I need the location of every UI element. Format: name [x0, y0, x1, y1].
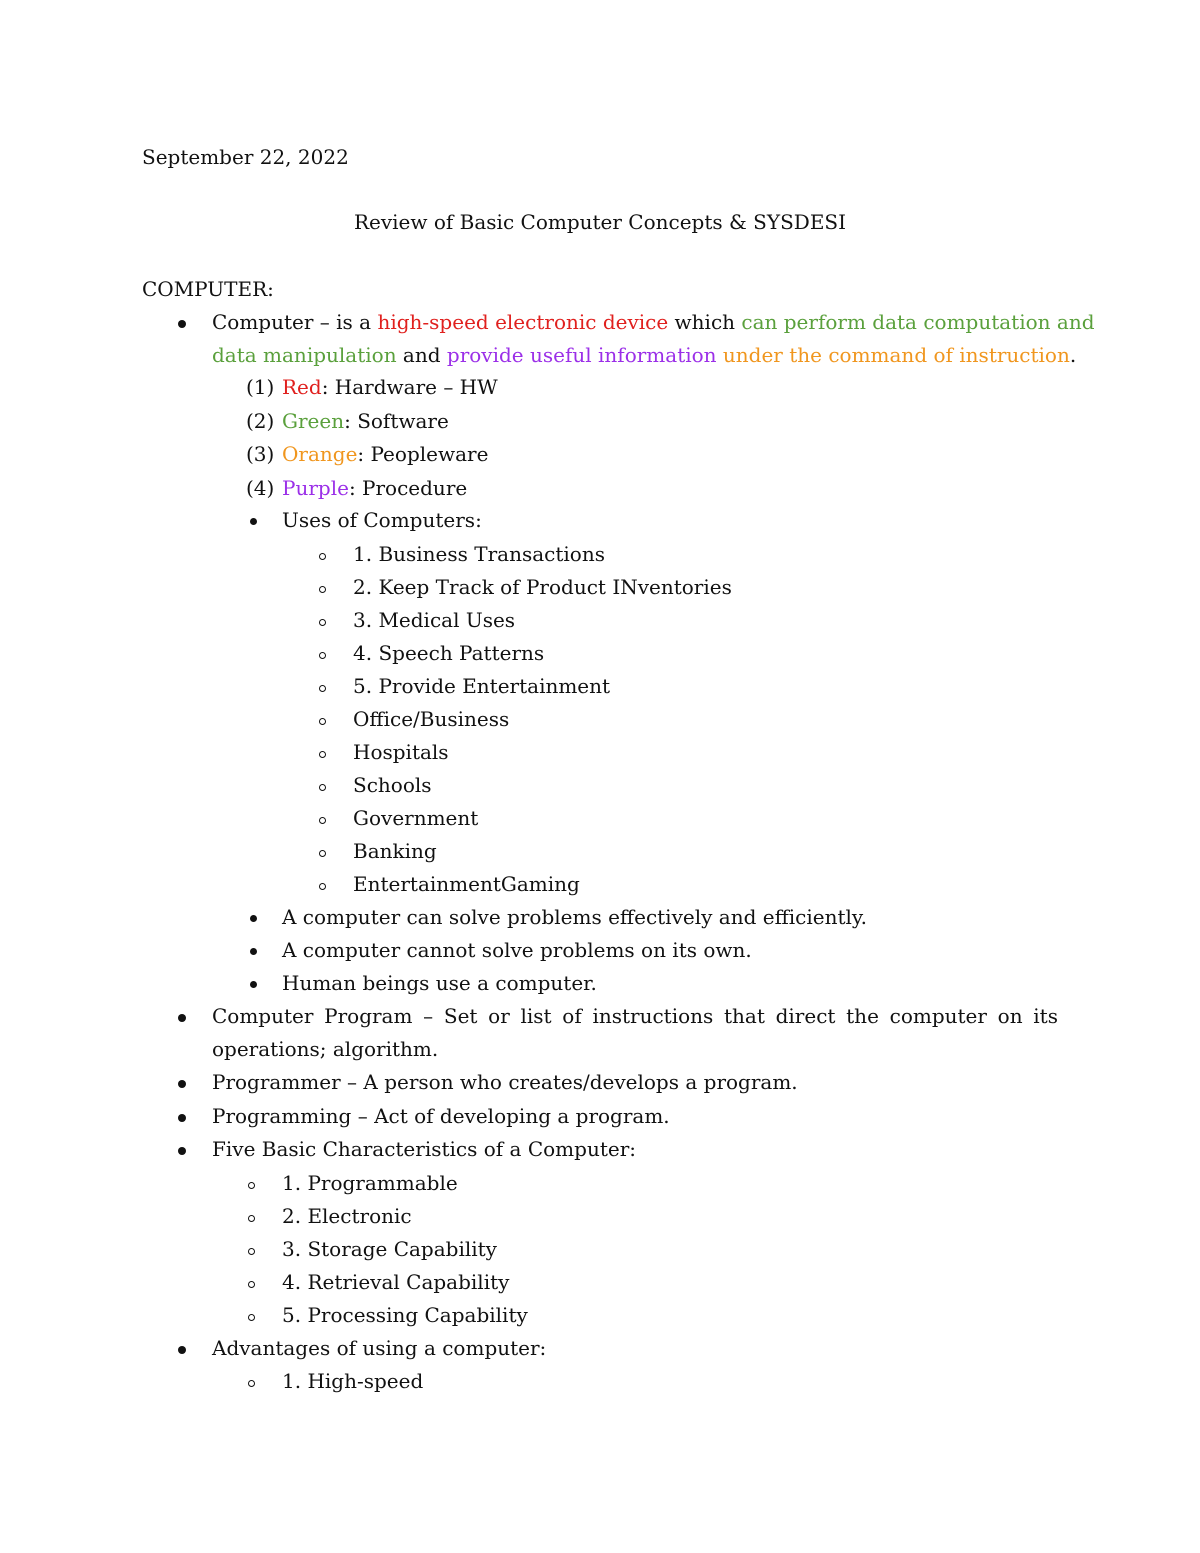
uses-list-item: 4. Speech Patterns: [353, 641, 545, 665]
bullet-icon: [250, 518, 257, 525]
circle-bullet-icon: [248, 1182, 255, 1189]
bullet-icon: [178, 1114, 186, 1122]
uses-list-item: EntertainmentGaming: [353, 872, 580, 896]
computer-program-line-2: operations; algorithm.: [212, 1037, 439, 1061]
definition-connector: which: [668, 310, 742, 334]
programmer-definition: Programmer – A person who creates/develops a program.: [212, 1070, 798, 1094]
circle-bullet-icon: [319, 685, 326, 692]
characteristic-item: 1. Programmable: [282, 1171, 458, 1195]
legend-description: : Software: [344, 408, 449, 433]
legend-number: (2): [246, 408, 275, 433]
characteristic-item: 3. Storage Capability: [282, 1237, 497, 1261]
legend-description: : Peopleware: [357, 442, 489, 466]
uses-heading: Uses of Computers:: [282, 508, 482, 532]
advantages-heading: Advantages of using a computer:: [212, 1336, 547, 1360]
definition-connector: and: [396, 343, 447, 367]
definition-term: Computer – is a: [212, 310, 378, 334]
statement-item: A computer can solve problems effectively and efficiently.: [282, 905, 867, 929]
circle-bullet-icon: [319, 586, 326, 593]
legend-description: : Hardware – HW: [321, 375, 498, 399]
characteristic-item: 4. Retrieval Capability: [282, 1270, 510, 1294]
bullet-icon: [178, 1147, 186, 1155]
advantage-item: 1. High-speed: [282, 1369, 424, 1393]
legend-item: [282, 373, 498, 401]
statement-item: A computer cannot solve problems on its own.: [282, 938, 752, 962]
uses-list-item: Government: [353, 806, 479, 830]
legend-description: : Procedure: [348, 475, 468, 500]
bullet-icon: [250, 915, 257, 922]
circle-bullet-icon: [319, 850, 326, 857]
bullet-icon: [178, 1080, 186, 1088]
circle-bullet-icon: [319, 718, 326, 725]
legend-number: (4): [246, 475, 275, 500]
circle-bullet-icon: [319, 619, 326, 626]
bullet-icon: [250, 948, 257, 955]
legend-number: (1): [246, 375, 275, 399]
hardware-phrase: high-speed electronic device: [377, 310, 669, 334]
circle-bullet-icon: [319, 553, 326, 560]
software-phrase-continued: data manipulation: [212, 343, 397, 367]
legend-color-word: Green: [282, 408, 345, 433]
circle-bullet-icon: [248, 1248, 255, 1255]
characteristic-item: 2. Electronic: [282, 1204, 412, 1228]
legend-number: (3): [246, 442, 275, 466]
document-date: September 22, 2022: [142, 145, 349, 169]
circle-bullet-icon: [319, 883, 326, 890]
programming-definition: Programming – Act of developing a program.: [212, 1104, 670, 1128]
peopleware-phrase: under the command of instruction: [722, 343, 1070, 367]
characteristics-heading: Five Basic Characteristics of a Computer:: [212, 1137, 636, 1161]
legend-item: [282, 407, 449, 435]
legend-color-word: Purple: [282, 475, 349, 500]
circle-bullet-icon: [319, 751, 326, 758]
statement-item: Human beings use a computer.: [282, 971, 597, 995]
bullet-icon: [178, 320, 186, 328]
circle-bullet-icon: [248, 1281, 255, 1288]
computer-definition-line-2: [212, 341, 1076, 369]
section-heading: COMPUTER:: [142, 277, 274, 301]
uses-list-item: 1. Business Transactions: [353, 542, 605, 566]
bullet-icon: [250, 981, 257, 988]
uses-list-item: Hospitals: [353, 740, 449, 764]
circle-bullet-icon: [319, 652, 326, 659]
legend-item: [282, 474, 467, 502]
uses-list-item: 2. Keep Track of Product INventories: [353, 575, 732, 599]
circle-bullet-icon: [319, 817, 326, 824]
circle-bullet-icon: [248, 1215, 255, 1222]
circle-bullet-icon: [248, 1380, 255, 1387]
legend-item: [282, 440, 488, 468]
bullet-icon: [178, 1014, 186, 1022]
uses-list-item: Office/Business: [353, 707, 510, 731]
procedure-phrase: provide useful information: [446, 343, 717, 367]
computer-program-line-1: Computer Program – Set or list of instructions that direct the computer on its: [212, 1004, 1058, 1028]
circle-bullet-icon: [248, 1314, 255, 1321]
document-title: Review of Basic Computer Concepts & SYSDESI: [353, 210, 847, 234]
definition-period: .: [1069, 343, 1077, 367]
uses-list-item: Banking: [353, 839, 437, 863]
uses-list-item: 5. Provide Entertainment: [353, 674, 611, 698]
uses-list-item: Schools: [353, 773, 432, 797]
software-phrase: can perform data computation and: [741, 310, 1095, 334]
characteristic-item: 5. Processing Capability: [282, 1303, 528, 1327]
legend-color-word: Red: [282, 375, 322, 399]
bullet-icon: [178, 1346, 186, 1354]
computer-definition-line-1: [212, 308, 1095, 336]
uses-list-item: 3. Medical Uses: [353, 608, 516, 632]
legend-color-word: Orange: [282, 442, 358, 466]
circle-bullet-icon: [319, 784, 326, 791]
